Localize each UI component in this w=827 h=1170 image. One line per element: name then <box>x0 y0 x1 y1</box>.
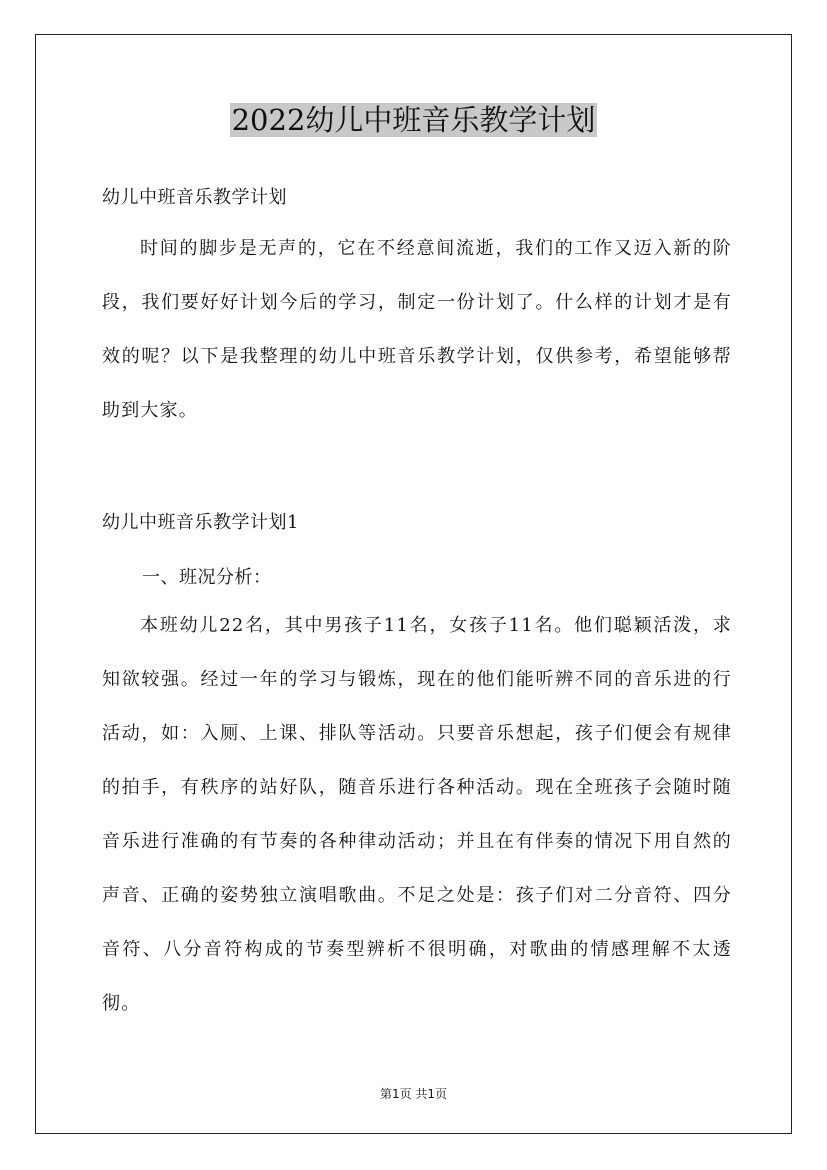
document-title <box>0 100 827 140</box>
subsection-heading: 一、班况分析： <box>142 567 272 588</box>
body-paragraph: 本班幼儿22名，其中男孩子11名，女孩子11名。他们聪颖活泼，求知欲较强。经过一年的学习与锻炼，现在的他们能听辨不同的音乐进的行活动，如：入厕、上课、排队等活动。只要音乐想起，孩子们便会有规律的拍手，有秩序的站好队，随音乐进行各种活动。现在全班孩子会随时随音乐进行准确的有节奏的各种律动活动；并且在有伴奏的情况下用自然的声音、正确的姿势独立演唱歌曲。不足之处是：孩子们对二分音符、四分音符、八分音符构成的节奏型辨析不很明确，对歌曲的情感理解不太透彻。 <box>102 615 732 1014</box>
page-footer: 第1页 共1页 <box>379 1087 448 1101</box>
document-subtitle: 幼儿中班音乐教学计划 <box>102 187 287 208</box>
intro-paragraph: 时间的脚步是无声的，它在不经意间流逝，我们的工作又迈入新的阶段，我们要好好计划今后的学习，制定一份计划了。什么样的计划才是有效的呢？以下是我整理的幼儿中班音乐教学计划，仅供参考，希望能够帮助到大家。 <box>102 238 732 421</box>
document-title-text: 2022幼儿中班音乐教学计划 <box>231 103 596 137</box>
section-heading: 幼儿中班音乐教学计划1 <box>102 512 299 533</box>
